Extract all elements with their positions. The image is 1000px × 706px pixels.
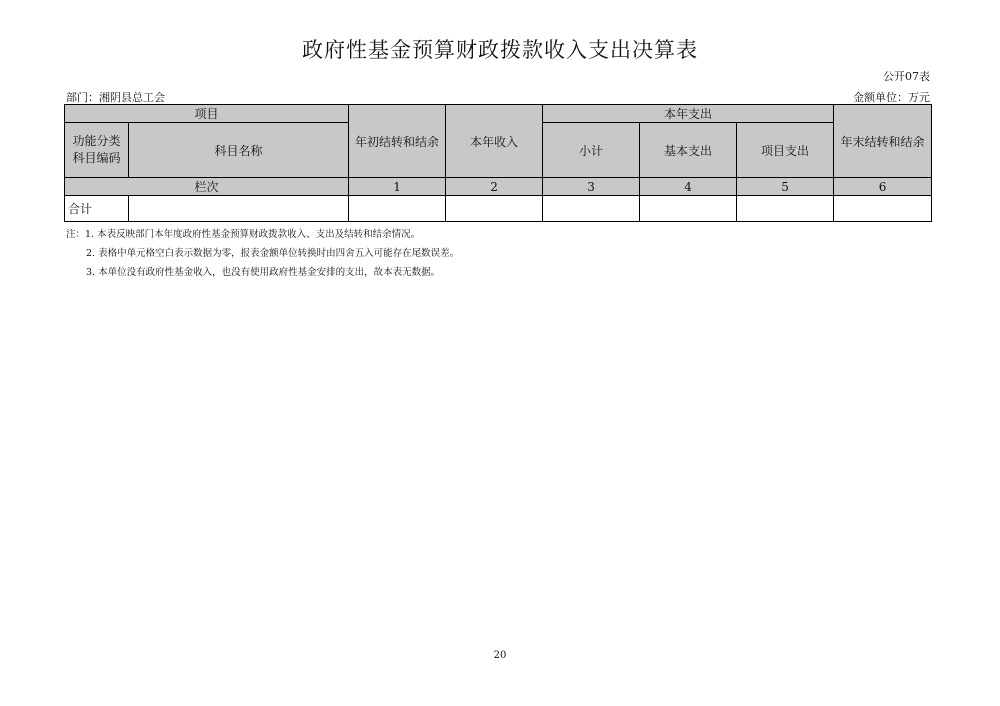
amount-unit-label: 金额单位：万元 xyxy=(853,91,930,104)
total-subtotal-cell xyxy=(543,196,640,222)
notes-block xyxy=(66,225,459,282)
column-index-label: 栏次 xyxy=(65,178,349,196)
column-index-4: 4 xyxy=(640,178,737,196)
total-begin-balance-cell xyxy=(349,196,446,222)
total-income-cell xyxy=(446,196,543,222)
column-index-5: 5 xyxy=(737,178,834,196)
header-begin-balance: 年初结转和结余 xyxy=(349,105,446,178)
page-title: 政府性基金预算财政拨款收入支出决算表 xyxy=(302,38,698,62)
total-end-balance-cell xyxy=(834,196,932,222)
header-project-expense: 项目支出 xyxy=(737,123,834,178)
column-index-6: 6 xyxy=(834,178,932,196)
total-row-label: 合计 xyxy=(65,196,129,222)
form-code: 公开07表 xyxy=(883,70,930,83)
column-index-3: 3 xyxy=(543,178,640,196)
header-expense-group: 本年支出 xyxy=(543,105,834,123)
header-income: 本年收入 xyxy=(446,105,543,178)
total-subject-cell xyxy=(129,196,349,222)
note-line: 3. 本单位没有政府性基金收入，也没有使用政府性基金安排的支出，故本表无数据。 xyxy=(86,267,441,278)
column-index-1: 1 xyxy=(349,178,446,196)
department-label: 部门：湘阴县总工会 xyxy=(66,91,165,104)
header-project: 项目 xyxy=(65,105,349,123)
header-end-balance: 年末结转和结余 xyxy=(834,105,932,178)
page-number: 20 xyxy=(493,650,507,661)
total-basic-cell xyxy=(640,196,737,222)
header-subtotal: 小计 xyxy=(543,123,640,178)
header-subject-name: 科目名称 xyxy=(129,123,349,178)
note-line: 2. 表格中单元格空白表示数据为零，报表金额单位转换时由四舍五入可能存在尾数误差。 xyxy=(86,248,460,259)
column-index-2: 2 xyxy=(446,178,543,196)
header-func-code: 功能分类科目编码 xyxy=(65,123,129,178)
note-line: 注：1. 本表反映部门本年度政府性基金预算财政拨款收入、支出及结转和结余情况。 xyxy=(66,229,421,240)
budget-table xyxy=(64,104,932,222)
header-basic-expense: 基本支出 xyxy=(640,123,737,178)
total-project-cell xyxy=(737,196,834,222)
